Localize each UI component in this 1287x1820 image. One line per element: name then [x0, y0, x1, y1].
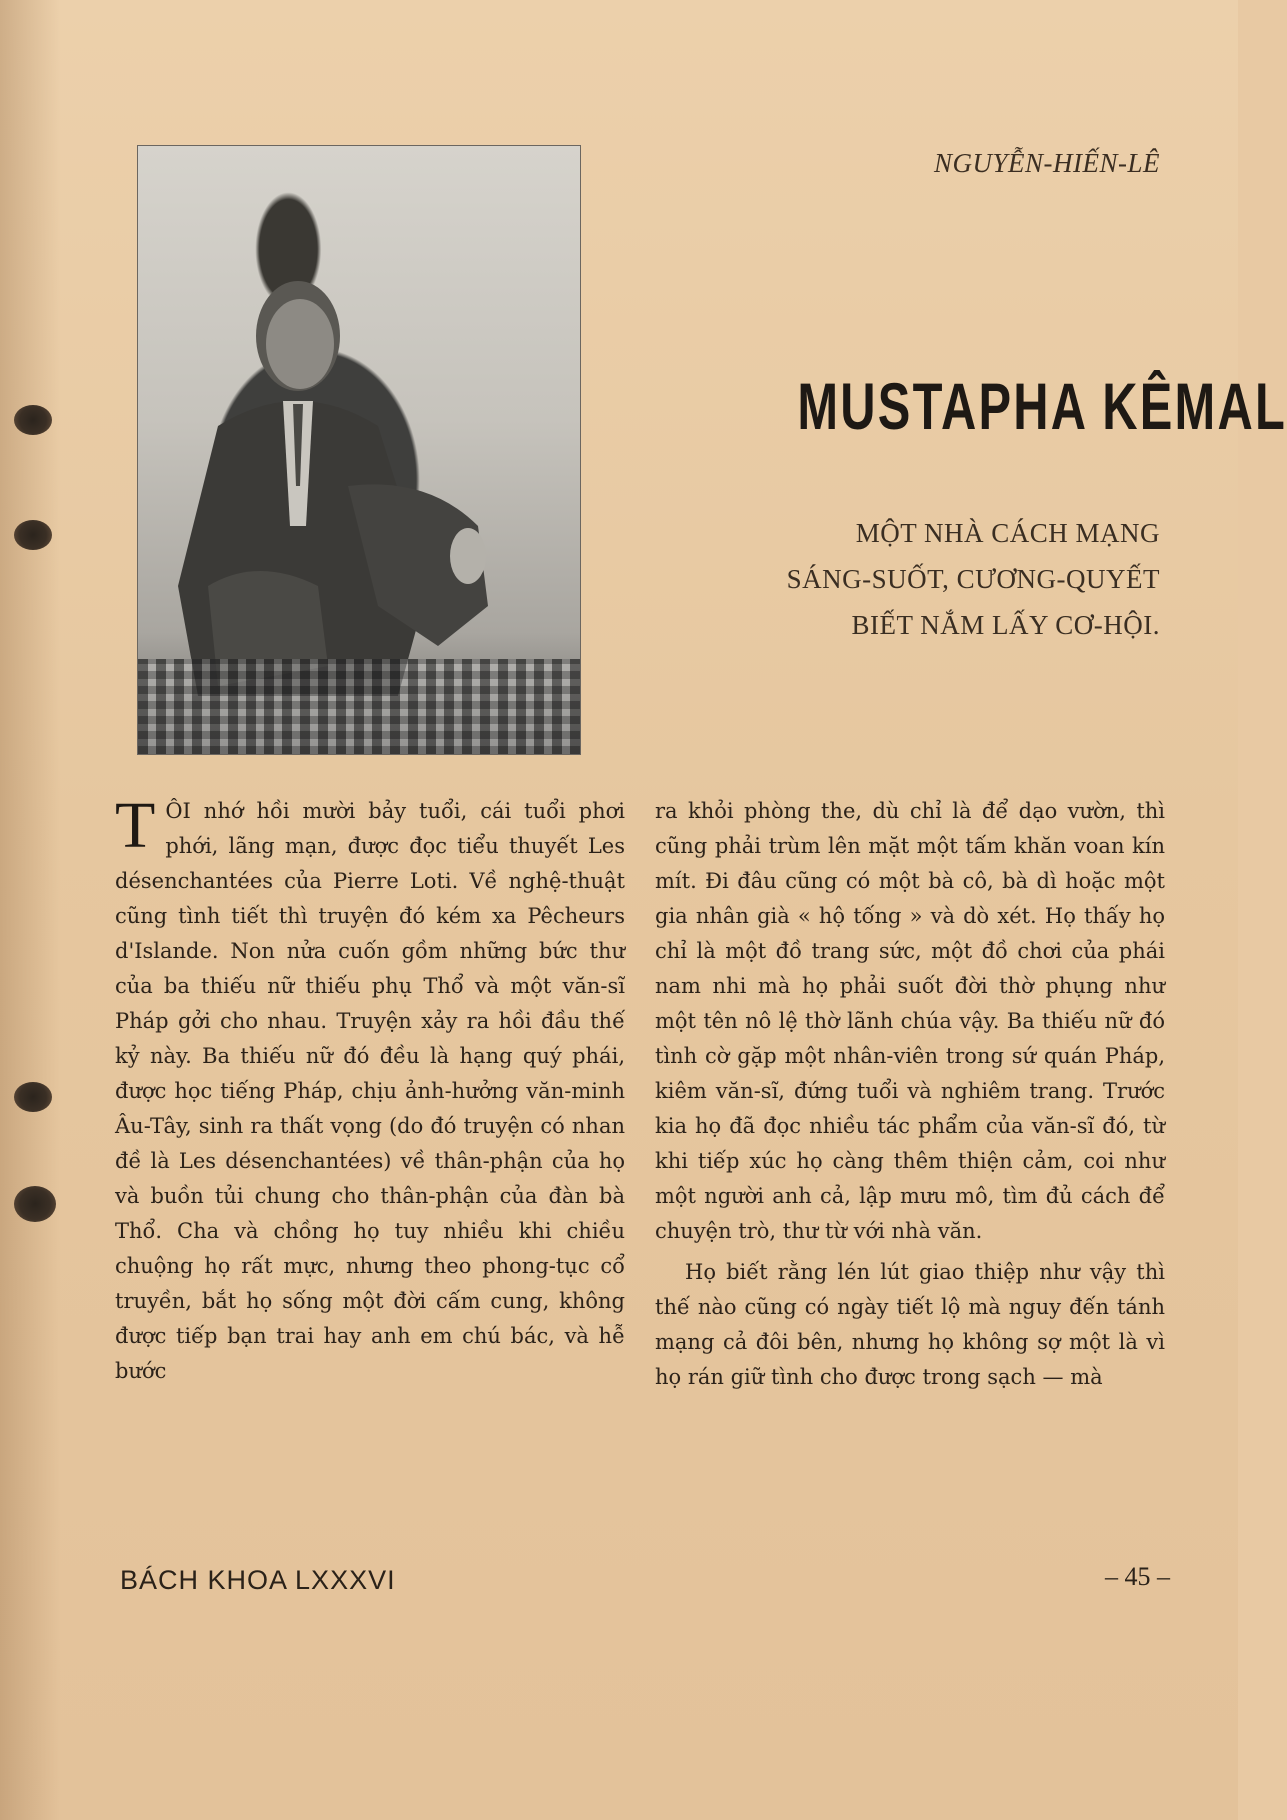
drop-cap: T [115, 789, 156, 862]
subtitle-line: SÁNG-SUỐT, CƯƠNG-QUYẾT [786, 564, 1160, 594]
page-edge-shadow [0, 0, 60, 1820]
body-paragraph: ra khỏi phòng the, dù chỉ là để dạo vườn, thì cũng phải trùm lên mặt một tấm khăn voan kín mít. Đi đâu cũng có một bà cô, bà dì hoặc một gia nhân già « hộ tống » và dò xét. Họ thấy họ chỉ là một đồ trang sức, một đồ chơi của phái nam nhi mà họ phải suốt đời thờ phụng như một tên nô lệ thờ lãnh chúa vậy. Ba thiếu nữ đó tình cờ gặp một nhân-viên trong sứ quán Pháp, kiêm văn-sĩ, đứng tuổi và nghiêm trang. Trước kia họ đã đọc nhiều tác phẩm của văn-sĩ đó, từ khi tiếp xúc họ càng thêm thiện cảm, coi như một người anh cả, lập mưu mô, tìm đủ cách để chuyện trò, thư từ với nhà văn. [655, 799, 1165, 1243]
binding-hole [14, 1082, 52, 1112]
author-name: NGUYỄN-HIẾN-LÊ [933, 148, 1160, 178]
body-paragraph: ÔI nhớ hồi mười bảy tuổi, cái tuổi phơi phới, lãng mạn, được đọc tiểu thuyết Les désenchantées của Pierre Loti. Về nghệ-thuật cũng tình tiết thì truyện đó kém xa Pêcheurs d'Islande. Non nửa cuốn gồm những bức thư của ba thiếu nữ thiếu phụ Thổ và một văn-sĩ Pháp gởi cho nhau. Truyện xảy ra hồi đầu thế kỷ này. Ba thiếu nữ đó đều là hạng quý phái, được học tiếng Pháp, chịu ảnh-hưởng văn-minh Âu-Tây, sinh ra thất vọng (do đó truyện có nhan đề là Les désenchantées) về thân-phận của họ và buồn tủi chung cho thân-phận của đàn bà Thổ. Cha và chồng họ tuy nhiều khi chiều chuộng họ rất mực, nhưng theo phong-tục cổ truyền, bắt họ sống một đời cấm cung, không được tiếp bạn trai hay anh em chú bác, và hễ bước [115, 799, 625, 1383]
subtitle-line: MỘT NHÀ CÁCH MẠNG [855, 518, 1160, 548]
body-column-right [655, 794, 1165, 1395]
article-title: MUSTAPHA KÊMAL [797, 369, 1287, 443]
page-number: – 45 – [1105, 1562, 1170, 1591]
magazine-issue: BÁCH KHOA LXXXVI [120, 1565, 396, 1595]
binding-hole [14, 1186, 56, 1222]
portrait-photo [137, 145, 581, 755]
body-paragraph: Họ biết rằng lén lút giao thiệp như vậy thì thế nào cũng có ngày tiết lộ mà nguy đến tánh mạng cả đôi bên, nhưng họ không sợ một là vì họ rán giữ tình cho được trong sạch — mà [655, 1260, 1165, 1389]
patterned-rug [138, 659, 580, 754]
body-column-left [115, 789, 625, 1389]
article-subtitle [640, 510, 1160, 648]
binding-hole [14, 520, 52, 550]
binding-hole [14, 405, 52, 435]
subtitle-line: BIẾT NẮM LẤY CƠ-HỘI. [851, 610, 1160, 640]
